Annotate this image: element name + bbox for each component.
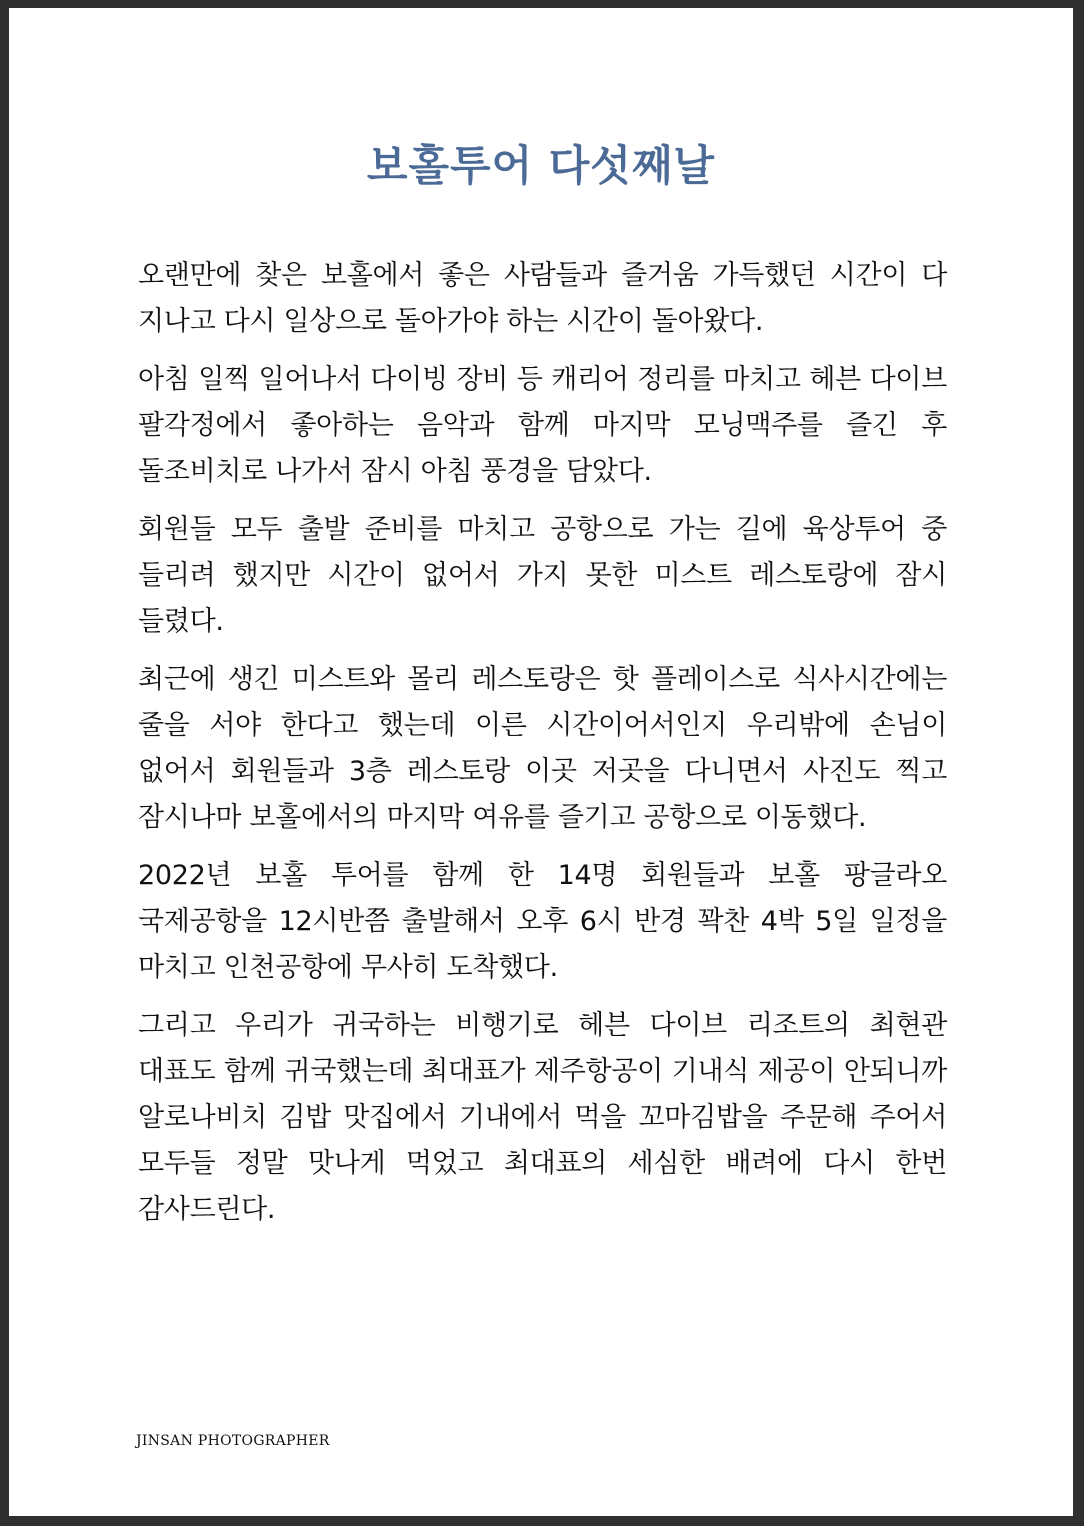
paragraph-2: 아침 일찍 일어나서 다이빙 장비 등 캐리어 정리를 마치고 헤븐 다이브 팔각정에서 좋아하는 음악과 함께 마지막 모닝맥주를 즐긴 후 돌조비치로 나가서 잠시 아침 풍경을 담았다. [138,364,947,487]
paragraph-3: 회원들 모두 출발 준비를 마치고 공항으로 가는 길에 육상투어 중 들리려 했지만 시간이 없어서 가지 못한 미스트 레스토랑에 잠시 들렸다. [138,514,947,637]
document-page [9,8,1073,1516]
paragraph-6: 그리고 우리가 귀국하는 비행기로 헤븐 다이브 리조트의 최현관 대표도 함께 귀국했는데 최대표가 제주항공이 기내식 제공이 안되니까 알로나비치 김밥 맛집에서 기내에서 먹을 꼬마김밥을 주문해 주어서 모두들 정말 맛나게 먹었고 최대표의 세심한 배려에 다시 한번 감사드린다. [138,1010,947,1225]
article-body [138,253,947,1245]
paragraph-4: 최근에 생긴 미스트와 몰리 레스토랑은 핫 플레이스로 식사시간에는 줄을 서야 한다고 했는데 이른 시간이어서인지 우리밖에 손님이 없어서 회원들과 3층 레스토랑 이곳 저곳을 다니면서 사진도 찍고 잠시나마 보홀에서의 마지막 여유를 즐기고 공항으로 이동했다. [138,664,947,833]
footer-credit: JINSAN PHOTOGRAPHER [136,1433,330,1449]
paragraph-1: 오랜만에 찾은 보홀에서 좋은 사람들과 즐거움 가득했던 시간이 다 지나고 다시 일상으로 돌아가야 하는 시간이 돌아왔다. [138,260,947,337]
page-title: 보홀투어 다섯째날 [366,141,716,190]
paragraph-5: 2022년 보홀 투어를 함께 한 14명 회원들과 보홀 팡글라오 국제공항을 12시반쯤 출발해서 오후 6시 반경 꽉찬 4박 5일 일정을 마치고 인천공항에 무사히 도착했다. [138,860,947,983]
